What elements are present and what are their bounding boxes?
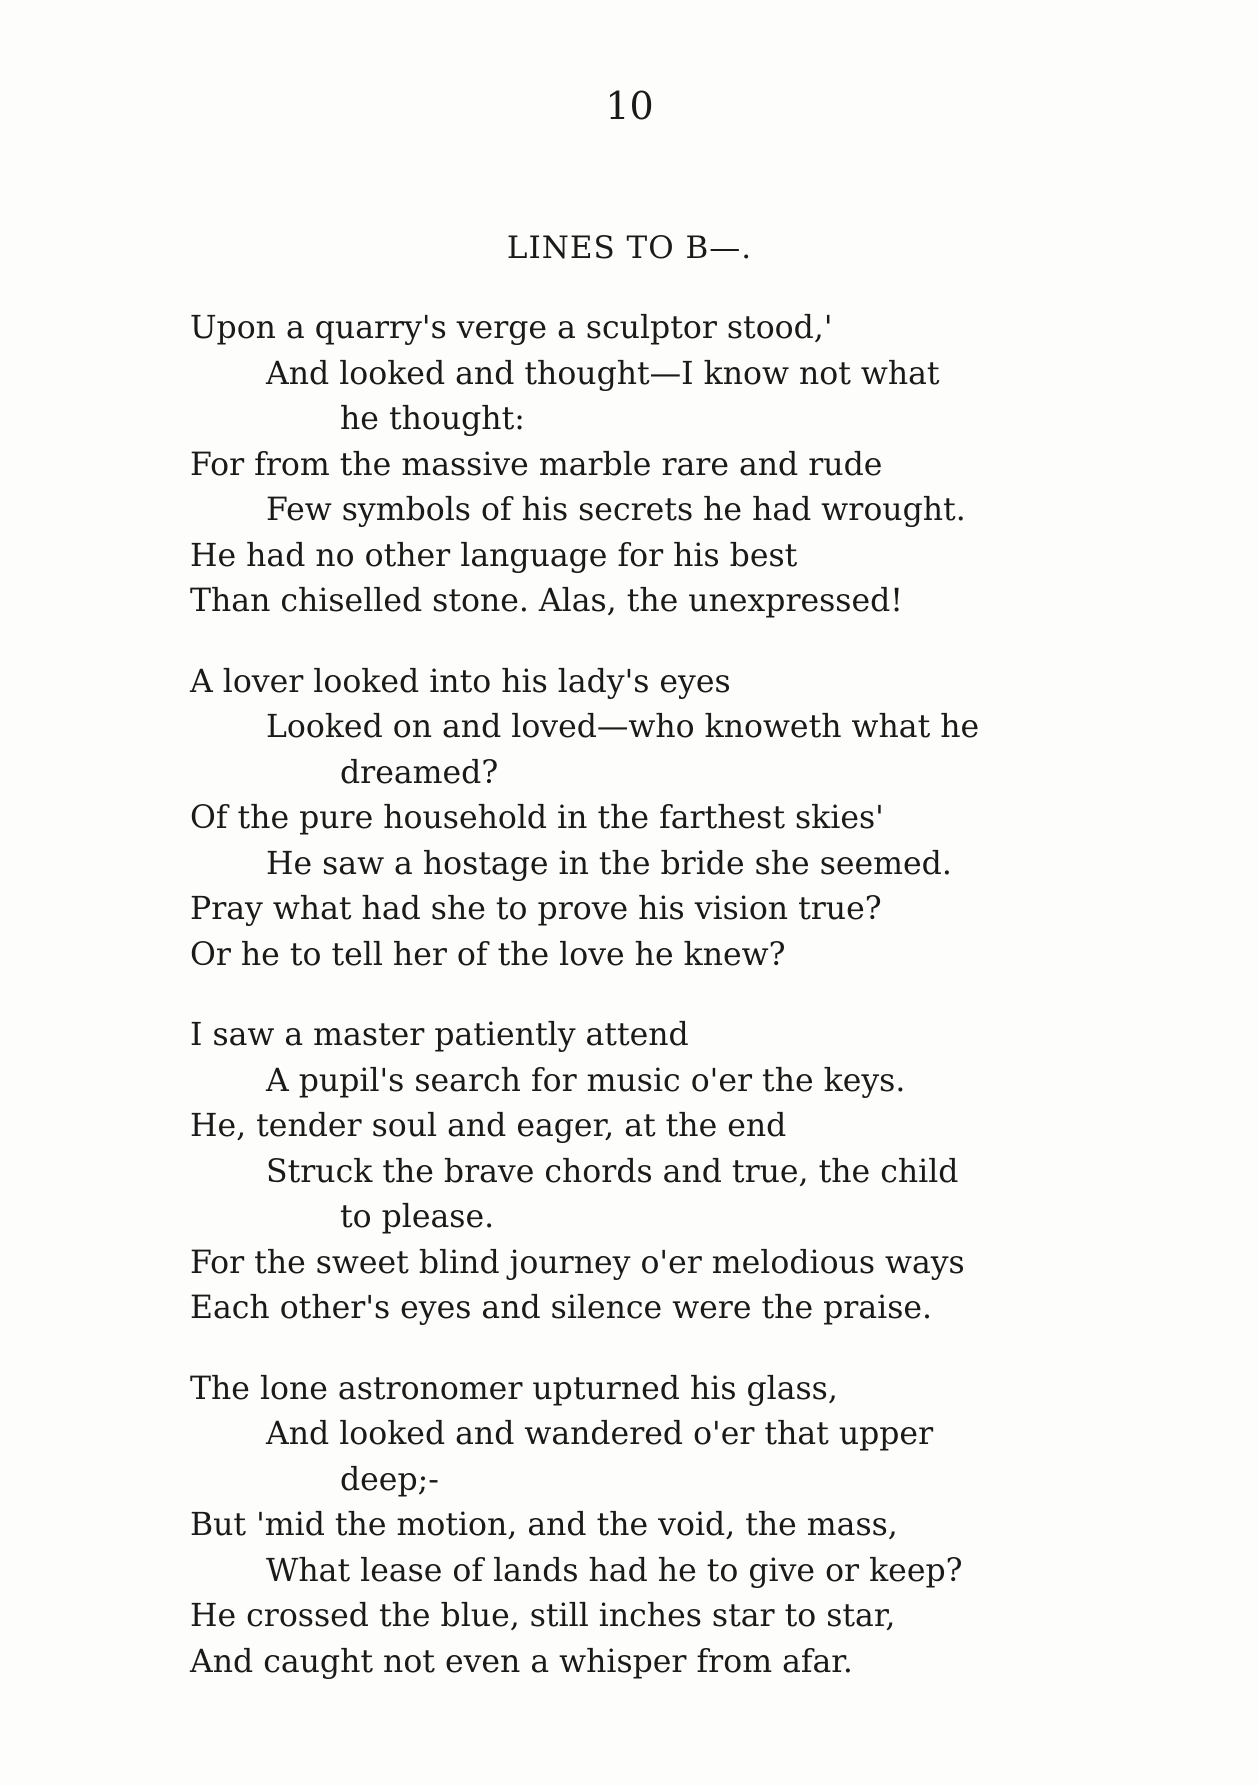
poem-line: he thought:	[340, 401, 525, 437]
stanza	[190, 306, 1090, 625]
poem-line: A lover looked into his lady's eyes	[190, 663, 731, 700]
poem-line: Upon a quarry's verge a sculptor stood,'	[190, 310, 833, 346]
poem-line: And caught not even a whisper from afar.	[190, 1643, 853, 1680]
poem-line: For the sweet blind journey o'er melodious ways	[190, 1244, 965, 1281]
poem-line: Or he to tell her of the love he knew?	[190, 936, 786, 973]
stanza	[190, 660, 1090, 979]
poem-line: to please.	[340, 1199, 495, 1235]
poem-line: A pupil's search for music o'er the keys.	[266, 1062, 906, 1099]
poem-line: And looked and thought—I know not what	[266, 355, 940, 392]
poem-title: LINES TO B—.	[506, 230, 753, 266]
poem-line: Each other's eyes and silence were the praise.	[190, 1290, 933, 1326]
poem-line: For from the massive marble rare and rude	[190, 446, 883, 483]
poem-line: He, tender soul and eager, at the end	[190, 1108, 787, 1144]
poem-line: The lone astronomer upturned his glass,	[190, 1370, 838, 1407]
poem-line: Than chiselled stone. Alas, the unexpressed!	[190, 583, 903, 619]
poem-line: Of the pure household in the farthest skies'	[190, 800, 884, 836]
poem-line: He had no other language for his best	[190, 537, 798, 574]
poem-line: I saw a master patiently attend	[190, 1017, 689, 1053]
poem-line: dreamed?	[340, 754, 499, 791]
poem-line: What lease of lands had he to give or keep?	[266, 1552, 963, 1589]
poem-line: But 'mid the motion, and the void, the mass,	[190, 1507, 898, 1543]
poem-line: Few symbols of his secrets he had wrought.	[266, 492, 966, 528]
poem-line: He crossed the blue, still inches star to star,	[190, 1598, 896, 1634]
stanza	[190, 1013, 1090, 1332]
stanza	[190, 1367, 1090, 1686]
poem-body	[190, 306, 1090, 1720]
poem-line: Pray what had she to prove his vision true?	[190, 891, 882, 927]
poem-line: Struck the brave chords and true, the child	[266, 1153, 959, 1190]
poem-line: And looked and wandered o'er that upper	[266, 1416, 934, 1452]
page-number: 10	[605, 84, 654, 128]
poem-line: deep;-	[340, 1461, 439, 1498]
poem-line: Looked on and loved—who knoweth what he	[266, 709, 980, 745]
poem-line: He saw a hostage in the bride she seemed.	[266, 845, 952, 882]
